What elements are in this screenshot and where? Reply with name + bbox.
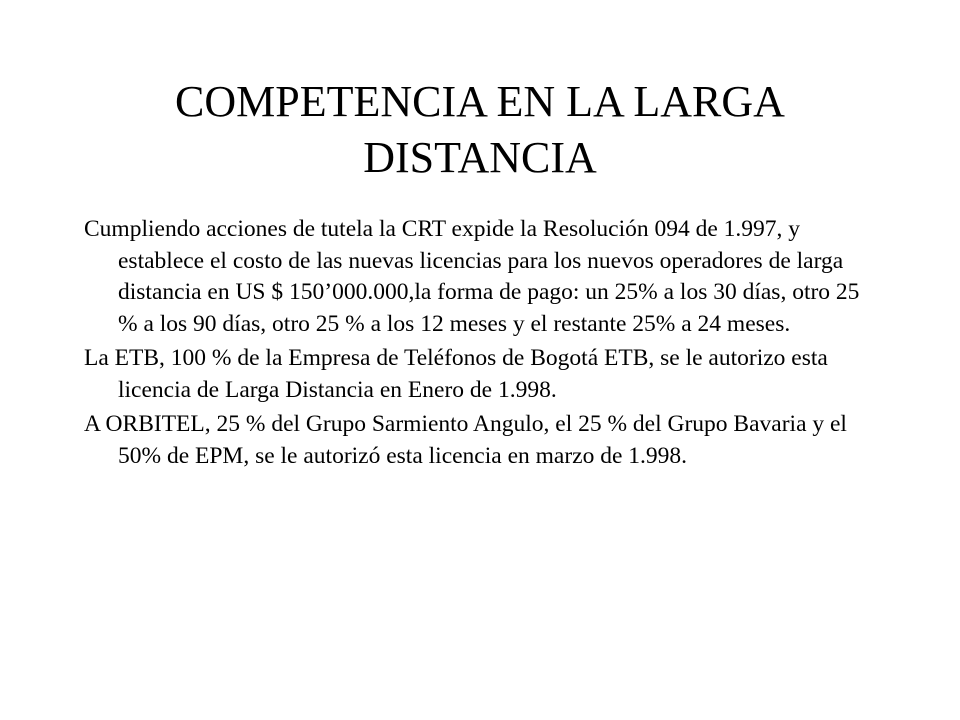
paragraph-orbitel: A ORBITEL, 25 % del Grupo Sarmiento Angulo, el 25 % del Grupo Bavaria y el 50% de EPM, se le autorizó esta licencia en marzo de 1.998. bbox=[84, 411, 847, 469]
slide-body bbox=[84, 214, 884, 475]
paragraph-resolucion: Cumpliendo acciones de tutela la CRT expide la Resolución 094 de 1.997, y establece el costo de las nuevas licencias para los nuevos operadores de larga distancia en US $ 150’000.000,la forma de pago: un 25% a los 30 días, otro 25 % a los 90 días, otro 25 % a los 12 meses y el restante 25% a 24 meses. bbox=[84, 216, 860, 337]
slide-title-line-2: DISTANCIA bbox=[363, 133, 597, 182]
slide-title bbox=[80, 74, 880, 186]
slide-title-line-1: COMPETENCIA EN LA LARGA bbox=[175, 77, 785, 126]
paragraph-etb: La ETB, 100 % de la Empresa de Teléfonos de Bogotá ETB, se le autorizo esta licencia de Larga Distancia en Enero de 1.998. bbox=[84, 345, 828, 403]
